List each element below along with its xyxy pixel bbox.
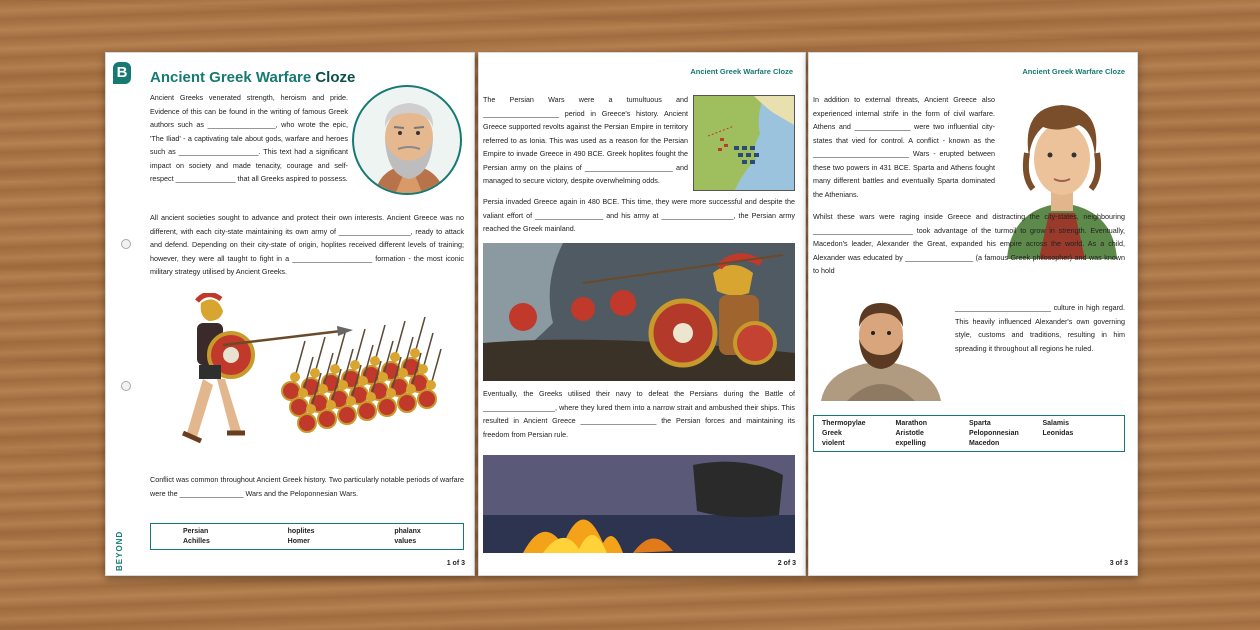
phalanx-helmet xyxy=(378,372,388,382)
phalanx-spear xyxy=(355,329,365,365)
page3-paragraph-2b: ________________________ culture in high regard. This heavily influenced Alexander's own governing style, customs and traditions, resulting in him spreading it throughout all regions he ruled. xyxy=(955,303,1125,353)
phalanx-spear xyxy=(395,321,405,357)
worksheet-page-1 xyxy=(105,52,475,576)
word-bank-item: Marathon xyxy=(895,420,927,427)
title-emphasis: Cloze xyxy=(315,69,356,86)
phalanx-helmet xyxy=(370,356,380,366)
phalanx-helmet xyxy=(410,348,420,358)
word-bank-item: Sparta xyxy=(969,420,991,427)
phalanx-helmet xyxy=(358,376,368,386)
page1-word-bank xyxy=(150,523,464,550)
phalanx-helmet xyxy=(330,364,340,374)
phalanx-helmet xyxy=(350,360,360,370)
phalanx-spear xyxy=(415,317,425,353)
page2-paragraph-3: Eventually, the Greeks utilised their navy to defeat the Persians during the Battle of __________________, where they lured them into a narrow strait and ambushed their ships. This resulted in Ancient Greece ___________________ the Persian forces and maintaining its freedom from Persian rule. xyxy=(483,389,795,439)
worksheet-page-3 xyxy=(808,52,1138,576)
word-bank-item: Achilles xyxy=(183,538,210,545)
phalanx-helmet xyxy=(386,388,396,398)
phalanx-shield xyxy=(358,402,376,420)
page-title xyxy=(150,69,355,86)
phalanx-helmet xyxy=(406,384,416,394)
word-bank-item xyxy=(1043,440,1117,447)
word-bank-item: Greek xyxy=(822,430,842,437)
phalanx-shield xyxy=(418,390,436,408)
word-bank-item: violent xyxy=(822,440,845,447)
word-bank-item: expelling xyxy=(895,440,926,447)
worksheet-page-2 xyxy=(478,52,806,576)
hoplite-phalanx-illustration xyxy=(161,293,456,468)
phalanx-helmet xyxy=(290,372,300,382)
phalanx-helmet xyxy=(298,388,308,398)
word-bank-item: hoplites xyxy=(287,528,315,535)
page1-paragraph-1: Ancient Greeks venerated strength, heroism and pride. Evidence of this can be found in the writing of famous Greek authors such as _________________, who wrote the epic, 'The Iliad' - a captivating tale about gods, warfare and heroes such as ____________________. This text had a significant impact on society and made tenacity, courage and self-respect _______________ that all Greeks aspired to possess. xyxy=(150,93,348,183)
brand-name xyxy=(115,530,129,571)
page3-paragraph-1: In addition to external threats, Ancient Greece also experienced internal strife in the form of civil warfare. Athens and ______________ were two influential city-states that vied for control. A conflict - known as the ________________________ Wars - erupted between these two powers in 431 BCE. Sparta and Athens fought many different battles and eventually Sparta dominated the Athenians. xyxy=(813,95,995,199)
title-main: Ancient Greek Warfare xyxy=(150,69,312,86)
phalanx-helmet xyxy=(418,364,428,374)
word-bank-item: Thermopylae xyxy=(822,420,866,427)
homer-portrait xyxy=(352,85,462,195)
phalanx-helmet xyxy=(306,404,316,414)
phalanx-shield xyxy=(398,394,416,412)
phalanx-spear xyxy=(315,337,325,373)
binder-ring-top xyxy=(121,239,131,249)
salamis-naval-illustration xyxy=(483,455,795,553)
phalanx-shield xyxy=(298,414,316,432)
page1-paragraph-3: Conflict was common throughout Ancient Greek history. Two particularly notable periods of warfare were the ________________ Wars and the Peloponnesian Wars. xyxy=(150,475,464,498)
word-bank-item: Salamis xyxy=(1042,420,1069,427)
thermopylae-battle-illustration xyxy=(483,243,795,381)
brand-name-text: BEYOND xyxy=(115,530,124,571)
phalanx-shield xyxy=(318,410,336,428)
page-header: Ancient Greek Warfare Cloze xyxy=(1022,67,1125,76)
page3-word-bank xyxy=(813,415,1125,452)
page-number: 3 of 3 xyxy=(1109,560,1128,567)
word-bank-item: Leonidas xyxy=(1042,430,1074,437)
phalanx-spear xyxy=(423,333,433,369)
word-bank-item: Peloponnesian xyxy=(969,430,1019,437)
phalanx-helmet xyxy=(426,380,436,390)
page-header: Ancient Greek Warfare Cloze xyxy=(690,67,793,76)
phalanx-helmet xyxy=(390,352,400,362)
phalanx-helmet xyxy=(398,368,408,378)
phalanx-helmet xyxy=(310,368,320,378)
phalanx-spear xyxy=(431,349,441,385)
phalanx-spear xyxy=(375,325,385,361)
phalanx-helmet xyxy=(366,392,376,402)
aristotle-portrait xyxy=(817,297,945,401)
page-number: 2 of 3 xyxy=(777,560,796,567)
persian-wars-map xyxy=(693,95,795,191)
phalanx-shield xyxy=(338,406,356,424)
brand-logo: B xyxy=(113,62,131,84)
word-bank-item: Macedon xyxy=(969,440,1000,447)
phalanx-spear xyxy=(335,333,345,369)
page3-paragraph-2a: Whilst these wars were raging inside Greece and distracting the city-states, neighbouring _________________________ took advantage of the turmoil to grow in strength. Eventually, Macedon's leader, Alexander the Great, expanded his empire across the world. As a child, Alexander was educated by _________________ (a famous Greek philosopher) and was known to hold xyxy=(813,212,1125,275)
page2-paragraph-2: Persia invaded Greece again in 480 BCE. This time, they were more successful and despite the valiant effort of _________________ and his army at __________________, the Persian army reached the Greek mainland. xyxy=(483,197,795,233)
word-bank-item: Aristotle xyxy=(895,430,924,437)
phalanx-helmet xyxy=(326,400,336,410)
phalanx-spear xyxy=(295,341,305,377)
phalanx-shield xyxy=(378,398,396,416)
word-bank-item: Homer xyxy=(287,538,310,545)
page-number: 1 of 3 xyxy=(446,560,465,567)
phalanx-helmet xyxy=(338,380,348,390)
page1-paragraph-2: All ancient societies sought to advance and protect their own interests. Ancient Greece was no different, with each city-state maintaining its own army of __________________, ready to attack and defend. Depending on their city-state of origin, hoplites received different levels of training; however, they were all taught to fight in a ____________________ formation - the most iconic military strategy utilised by Ancient Greeks. xyxy=(150,213,464,276)
phalanx-helmet xyxy=(318,384,328,394)
word-bank-item: Persian xyxy=(183,528,209,535)
word-bank-item: values xyxy=(394,538,417,545)
word-bank-item: phalanx xyxy=(394,528,421,535)
binder-ring-bottom xyxy=(121,381,131,391)
phalanx-helmet xyxy=(346,396,356,406)
page2-paragraph-1: The Persian Wars were a tumultuous and ___________________ period in Greece's history. Ancient Greece supported revolts against the Persian Empire in territory referred to as Ionia. This was used as a reason for the Persian Empire to invade Greece in 490 BCE. Greek hoplites fought the Persian army on the plains of ______________________ and managed to secure victory, despite overwhelming odds. xyxy=(483,95,688,185)
